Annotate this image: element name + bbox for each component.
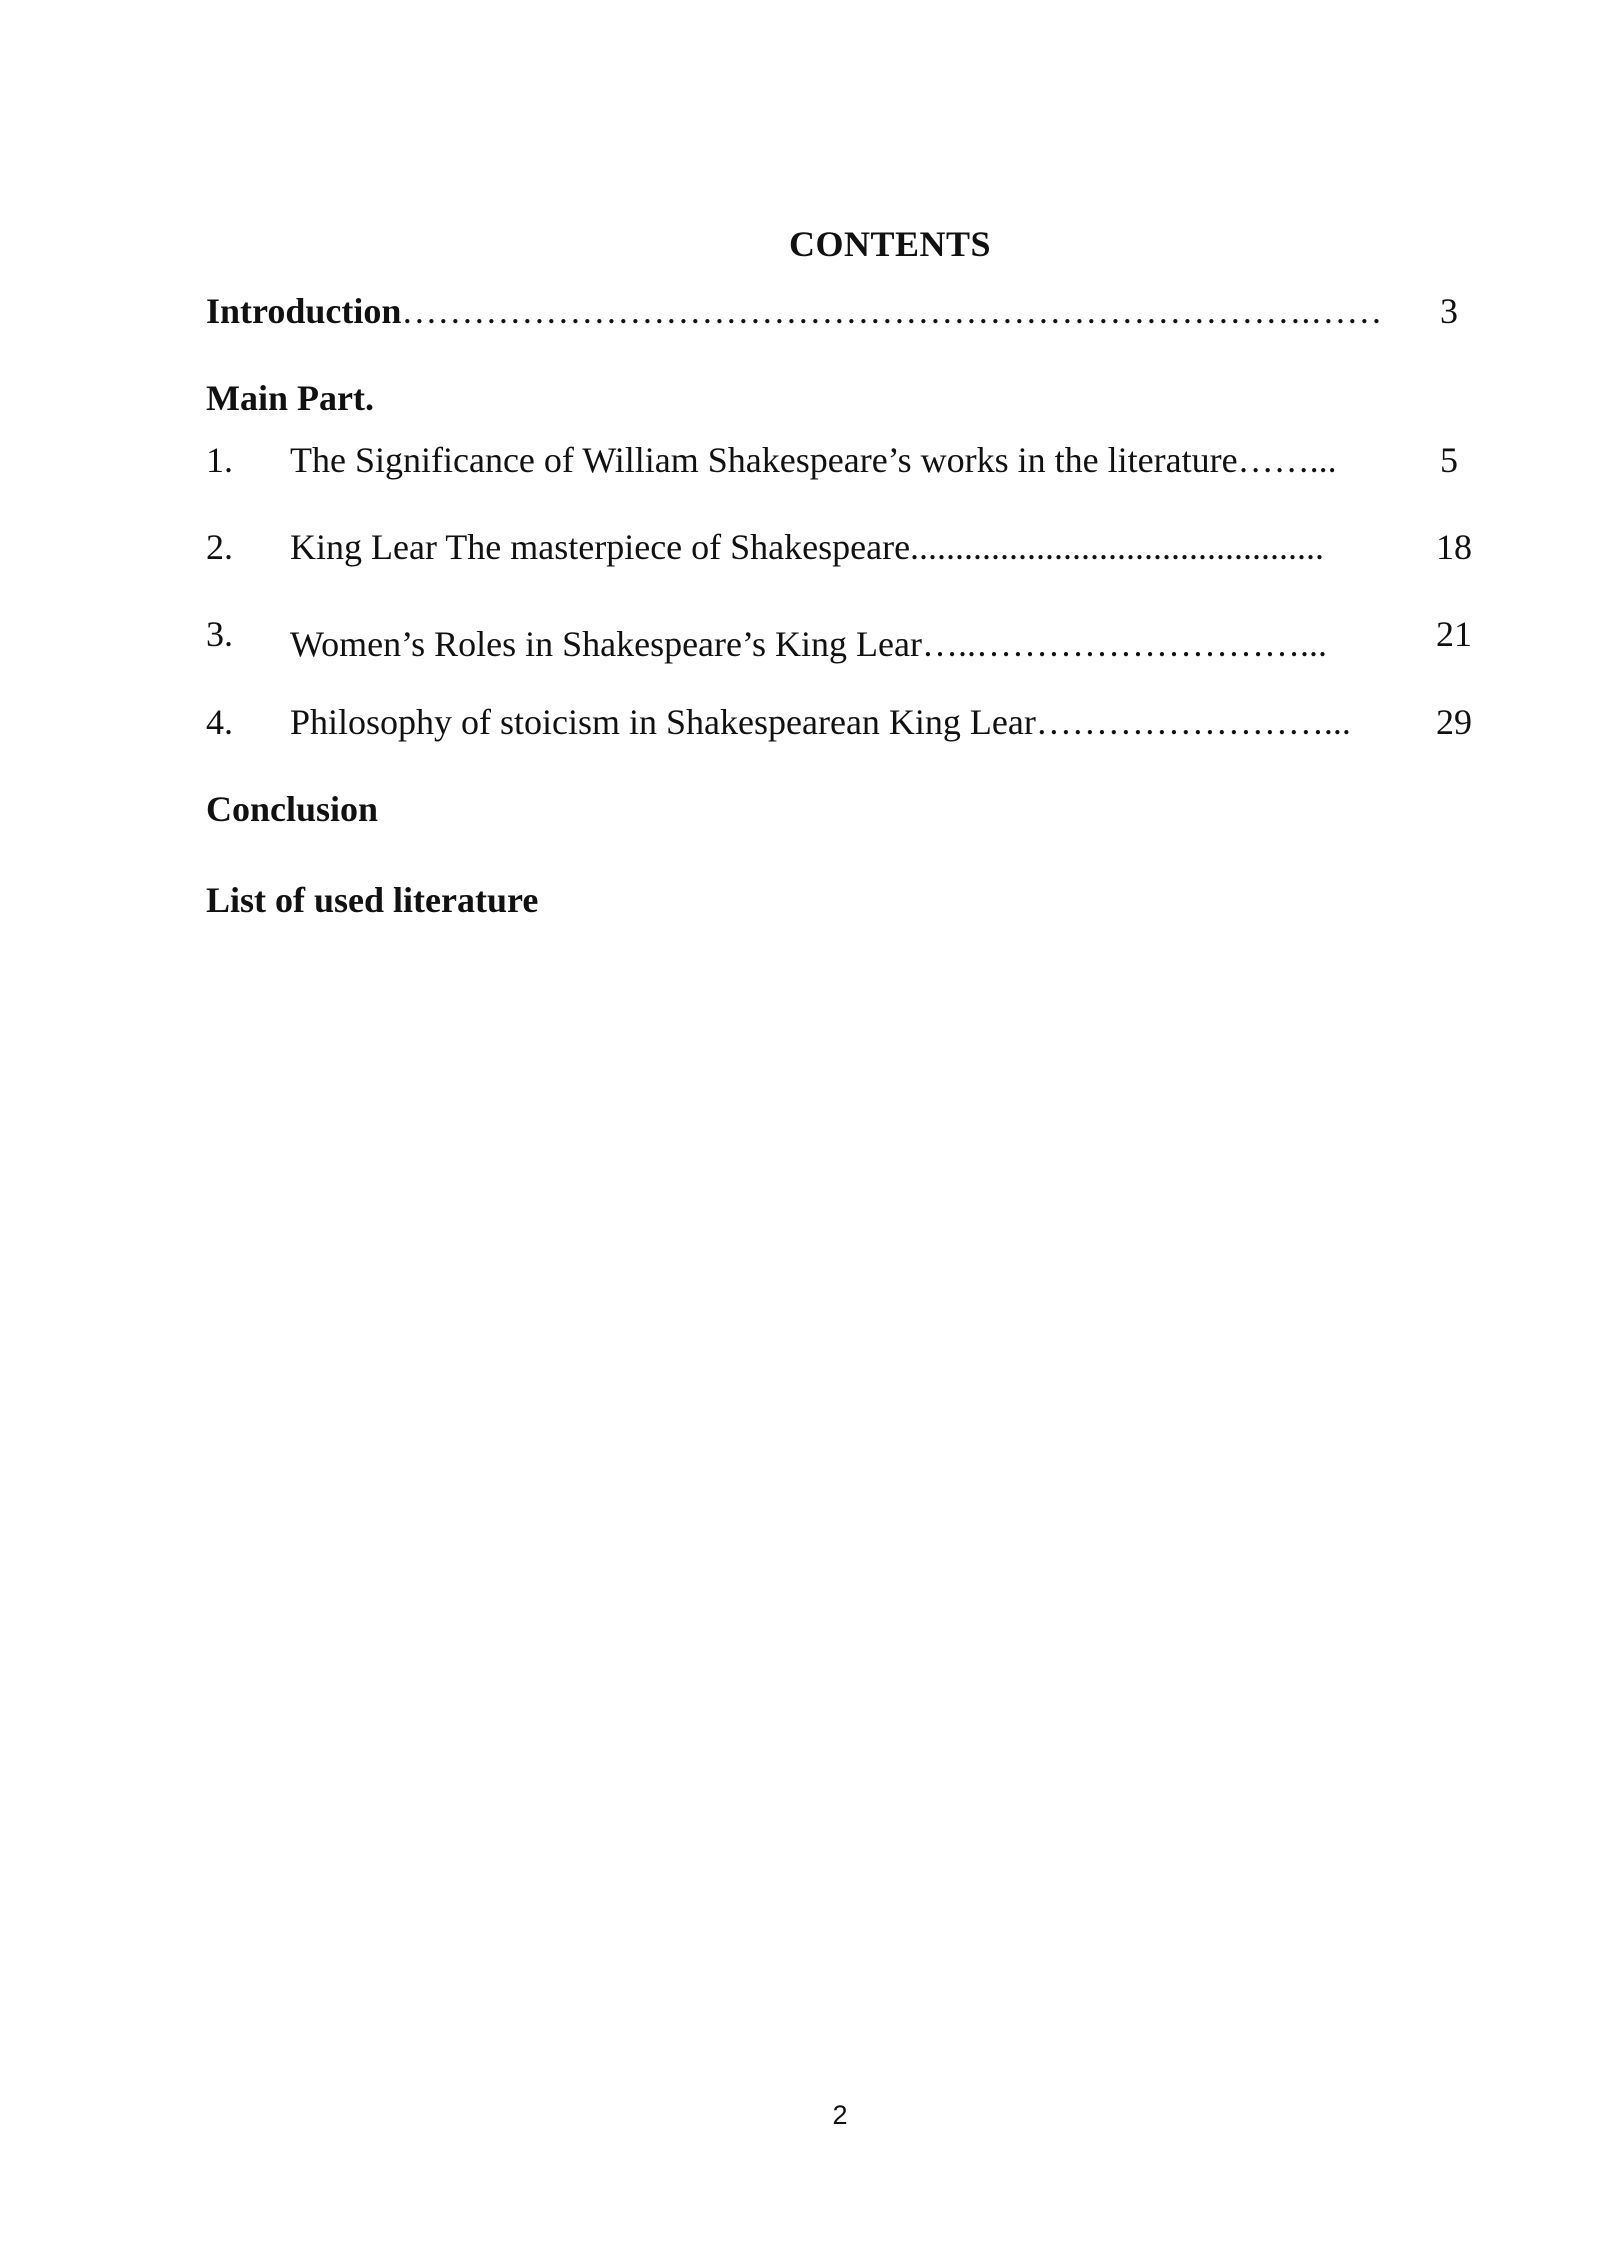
toc-item-text: The Significance of William Shakespeare’s works in the literature……... (290, 440, 1337, 480)
toc-entry-introduction (206, 289, 1382, 333)
toc-item-text: King Lear The masterpiece of Shakespeare.............................................. (290, 527, 1325, 567)
introduction-leader: ………………………………………………………………….…… (401, 291, 1383, 331)
contents-title: CONTENTS (788, 224, 992, 264)
toc-item-number: 3. (206, 614, 233, 654)
toc-item-number: 4. (206, 702, 233, 742)
toc-item-page: 21 (1436, 614, 1472, 654)
toc-item-page: 18 (1436, 527, 1472, 567)
toc-item-number: 2. (206, 527, 233, 567)
page-number: 2 (832, 2100, 848, 2130)
introduction-label: Introduction (206, 291, 402, 331)
toc-item-page: 29 (1436, 702, 1472, 742)
toc-item-number: 1. (206, 440, 233, 480)
main-part-heading: Main Part. (206, 378, 374, 418)
toc-entry-conclusion: Conclusion (206, 789, 379, 829)
toc-item-text: Philosophy of stoicism in Shakespearean King Lear……………………... (290, 702, 1351, 742)
introduction-page: 3 (1440, 291, 1458, 331)
toc-item-page: 5 (1440, 440, 1458, 480)
toc-item-text: Women’s Roles in Shakespeare’s King Lear…..………………………... (290, 624, 1327, 664)
toc-entry-literature: List of used literature (206, 880, 539, 920)
